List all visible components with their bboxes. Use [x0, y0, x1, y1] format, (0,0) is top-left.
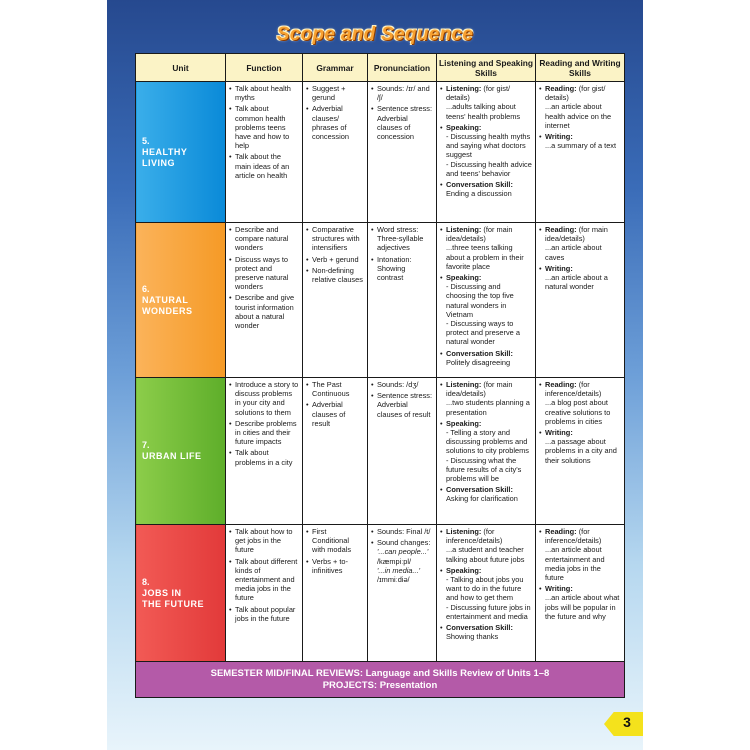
- writing-label: Writing:: [545, 263, 573, 273]
- listening-text: ...adults talking about teens' health problems: [446, 102, 521, 121]
- grammar-item: • First Conditional with modals: [306, 527, 364, 555]
- reading-writing-cell: [536, 525, 625, 662]
- unit-number: 6.: [142, 283, 150, 294]
- function-item: • Talk about popular jobs in the future: [229, 605, 299, 623]
- conversation-item: [440, 485, 532, 503]
- unit-number: 7.: [142, 440, 150, 450]
- header-row: [136, 54, 625, 82]
- listening-label: Listening:: [446, 380, 482, 389]
- reading-item: [539, 380, 621, 426]
- grammar-item: • Comparative structures with intensifiers: [306, 225, 364, 253]
- reading-item: [539, 527, 621, 582]
- speaking-text: - Talking about jobs you want to do in the future and how to get them: [446, 575, 524, 603]
- listening-item: [440, 527, 532, 564]
- grammar-item: • The Past Continuous: [306, 380, 364, 398]
- reading-item: [539, 84, 621, 130]
- conversation-text: Ending a discussion: [446, 189, 512, 199]
- reading-type: (for gist/ details): [545, 84, 606, 103]
- writing-text: ...a passage about problems in a city and their solutions: [545, 437, 617, 465]
- function-item: • Talk about health myths: [229, 84, 299, 102]
- listening-type: (for main idea/details): [446, 380, 513, 399]
- footer-line-1: SEMESTER MID/FINAL REVIEWS: Language and Skills Review of Units 1–8: [210, 667, 550, 679]
- writing-item: [539, 428, 621, 465]
- conversation-text: Politely disagreeing: [446, 357, 511, 367]
- pronunciation-item: • Sounds: /dʒ/: [371, 380, 433, 389]
- speaking-text: - Discussing health myths and saying what doctors suggest: [446, 132, 531, 160]
- conversation-label: Conversation Skill:: [446, 348, 513, 358]
- speaking-text: - Discussing and choosing the top five natural wonders in Vietnam: [446, 282, 514, 319]
- listening-text: ...two students planning a presentation: [446, 398, 530, 417]
- sound-changes-label: Sound changes:: [377, 538, 431, 548]
- function-item: • Talk about different kinds of entertainment and media jobs in the future: [229, 557, 299, 603]
- pronunciation-cell: [368, 223, 437, 378]
- writing-text: ...an article about what jobs will be popular in the future and why: [545, 593, 620, 621]
- conversation-label: Conversation Skill:: [446, 623, 513, 633]
- reading-type: (for inference/details): [545, 380, 602, 399]
- header-function: Function: [226, 54, 303, 82]
- grammar-cell: [303, 378, 368, 525]
- speaking-text: - Telling a story and discussing problems and solutions to city problems: [446, 428, 529, 456]
- unit-title-line2: THE FUTURE: [142, 598, 204, 609]
- pronunciation-item: • Sounds: /ɪr/ and /ʃ/: [371, 84, 433, 102]
- speaking-label: Speaking:: [446, 565, 482, 575]
- function-item: • Describe and give tourist information about a natural wonder: [229, 293, 299, 330]
- reading-type: (for main idea/details): [545, 225, 608, 244]
- unit-title-line1: JOBS IN: [142, 587, 182, 598]
- writing-text: ...an article about a natural wonder: [545, 273, 608, 292]
- unit-row-5: [136, 82, 625, 223]
- speaking-text: - Discussing ways to protect and preserve a natural wonder: [446, 319, 520, 347]
- reading-label: Reading:: [545, 84, 577, 93]
- grammar-cell: [303, 223, 368, 378]
- listening-text: ...a student and teacher talking about future jobs: [446, 545, 525, 564]
- reading-text: ...an article about entertainment and media jobs in the future: [545, 545, 605, 583]
- unit-row-6: [136, 223, 625, 378]
- writing-text: ...a summary of a text: [545, 141, 617, 151]
- sound-change-ipa: /kæmpiːpl/: [377, 556, 412, 566]
- conversation-label: Conversation Skill:: [446, 180, 513, 190]
- function-item: • Talk about how to get jobs in the future: [229, 527, 299, 555]
- function-item: • Describe problems in cities and their future impacts: [229, 419, 299, 447]
- pronunciation-cell: [368, 525, 437, 662]
- reading-type: (for inference/details): [545, 527, 602, 546]
- listening-label: Listening:: [446, 527, 482, 536]
- conversation-item: [440, 623, 532, 641]
- conversation-text: Showing thanks: [446, 632, 499, 642]
- function-cell: [226, 82, 303, 223]
- header-pronunciation: Pronunciation: [368, 54, 437, 82]
- header-unit: Unit: [136, 54, 226, 82]
- reading-label: Reading:: [545, 380, 577, 389]
- reading-label: Reading:: [545, 225, 577, 234]
- speaking-label: Speaking:: [446, 273, 482, 283]
- pronunciation-item: • Sounds: Final /t/: [371, 527, 433, 536]
- grammar-item: • Adverbial clauses of result: [306, 400, 364, 428]
- pronunciation-cell: [368, 82, 437, 223]
- pronunciation-item: • Intonation: Showing contrast: [371, 255, 433, 283]
- grammar-item: • Non-defining relative clauses: [306, 266, 364, 284]
- function-cell: [226, 378, 303, 525]
- page-number: 3: [623, 714, 631, 730]
- reading-writing-cell: [536, 82, 625, 223]
- unit-title-line1: NATURAL: [142, 294, 189, 305]
- conversation-label: Conversation Skill:: [446, 485, 513, 495]
- listening-item: [440, 225, 532, 271]
- unit-cell-6: [136, 223, 226, 378]
- grammar-item: • Verb + gerund: [306, 255, 364, 264]
- writing-label: Writing:: [545, 584, 573, 594]
- scope-sequence-table: [135, 53, 625, 698]
- header-listening-speaking: Listening and Speaking Skills: [437, 54, 536, 82]
- reading-item: [539, 225, 621, 262]
- listening-speaking-cell: [437, 378, 536, 525]
- pronunciation-item: • Sentence stress: Adverbial clauses of result: [371, 391, 433, 419]
- writing-item: [539, 584, 621, 621]
- writing-item: [539, 264, 621, 292]
- header-grammar: Grammar: [303, 54, 368, 82]
- listening-text: ...three teens talking about a problem in their favorite place: [446, 243, 524, 271]
- conversation-item: [440, 349, 532, 367]
- footer-line-2: PROJECTS: Presentation: [322, 679, 438, 691]
- grammar-item: • Suggest + gerund: [306, 84, 364, 102]
- writing-label: Writing:: [545, 132, 573, 142]
- writing-item: [539, 132, 621, 150]
- listening-type: (for main idea/details): [446, 225, 513, 244]
- speaking-text: - Discussing future jobs in entertainment and media: [446, 602, 531, 621]
- function-item: • Describe and compare natural wonders: [229, 225, 299, 253]
- writing-label: Writing:: [545, 428, 573, 438]
- conversation-item: [440, 180, 532, 198]
- grammar-item: • Adverbial clauses/ phrases of concession: [306, 104, 364, 141]
- reviews-projects-footer: [136, 662, 625, 698]
- listening-item: [440, 380, 532, 417]
- unit-cell-7: [136, 378, 226, 525]
- unit-row-8: [136, 525, 625, 662]
- sound-change-example: '...can people...': [377, 547, 429, 557]
- speaking-text: - Discussing what the future results of a city's problems will be: [446, 455, 522, 484]
- speaking-item: [440, 566, 532, 621]
- grammar-cell: [303, 525, 368, 662]
- unit-number: 8.: [142, 576, 150, 587]
- sound-change-ipa: /ɪmmiːdiə/: [377, 575, 410, 585]
- pronunciation-item: • Word stress: Three-syllable adjectives: [371, 225, 433, 253]
- listening-speaking-cell: [437, 525, 536, 662]
- reading-writing-cell: [536, 378, 625, 525]
- listening-label: Listening:: [446, 84, 482, 93]
- function-item: • Talk about the main ideas of an article on health: [229, 152, 299, 180]
- footer-row: [136, 662, 625, 698]
- listening-label: Listening:: [446, 225, 482, 234]
- speaking-item: [440, 419, 532, 483]
- unit-row-7: [136, 378, 625, 525]
- header-reading-writing: Reading and Writing Skills: [536, 54, 625, 82]
- pronunciation-item: • Sentence stress: Adverbial clauses of concession: [371, 104, 433, 141]
- listening-speaking-cell: [437, 82, 536, 223]
- unit-title-line2: LIVING: [142, 157, 176, 168]
- listening-item: [440, 84, 532, 121]
- speaking-label: Speaking:: [446, 418, 482, 428]
- function-cell: [226, 223, 303, 378]
- conversation-text: Asking for clarification: [446, 494, 518, 504]
- reading-writing-cell: [536, 223, 625, 378]
- function-item: • Discuss ways to protect and preserve natural wonders: [229, 255, 299, 292]
- function-item: • Talk about common health problems teens have and how to help: [229, 104, 299, 150]
- unit-title-line1: URBAN LIFE: [142, 451, 202, 461]
- sound-change-example: '...in media...': [377, 565, 421, 575]
- listening-type: (for inference/details): [446, 527, 503, 546]
- speaking-item: [440, 273, 532, 347]
- listening-type: (for gist/ details): [446, 84, 511, 103]
- grammar-item: • Verbs + to-infinitives: [306, 557, 364, 575]
- unit-title-line1: HEALTHY: [142, 146, 188, 157]
- speaking-text: - Discussing health advice and teens' behavior: [446, 159, 532, 178]
- speaking-label: Speaking:: [446, 122, 482, 132]
- pronunciation-cell: [368, 378, 437, 525]
- function-item: • Talk about problems in a city: [229, 448, 299, 466]
- unit-cell-5: [136, 82, 226, 223]
- speaking-item: [440, 123, 532, 178]
- grammar-cell: [303, 82, 368, 223]
- pronunciation-item: [371, 538, 433, 584]
- listening-speaking-cell: [437, 223, 536, 378]
- unit-number: 5.: [142, 135, 150, 146]
- function-cell: [226, 525, 303, 662]
- reading-label: Reading:: [545, 527, 577, 536]
- page-title: Scope and Sequence: [276, 24, 474, 45]
- unit-cell-8: [136, 525, 226, 662]
- unit-title-line2: WONDERS: [142, 305, 193, 316]
- function-item: • Introduce a story to discuss problems in your city and solutions to them: [229, 380, 299, 417]
- reading-text: ...an article about health advice on the internet: [545, 102, 612, 130]
- reading-text: ...a blog post about creative solutions to problems in cities: [545, 398, 611, 426]
- reading-text: ...an article about caves: [545, 243, 602, 262]
